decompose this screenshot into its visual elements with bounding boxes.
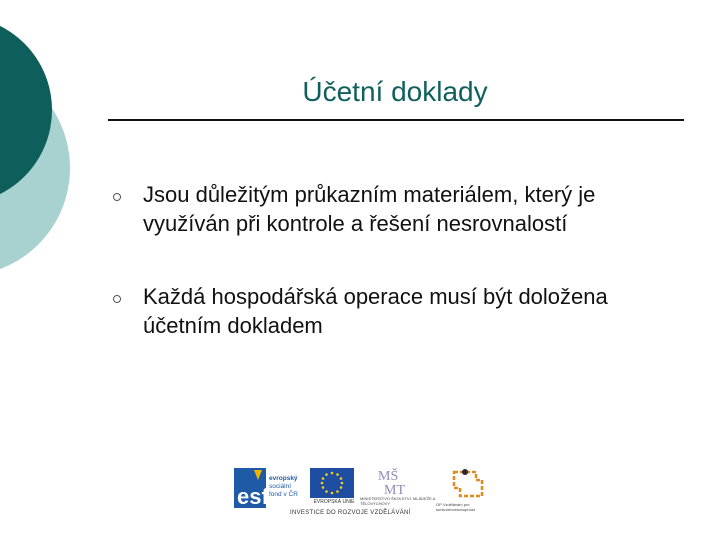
svg-text:esf: esf <box>237 484 269 508</box>
svg-text:fond v ČR: fond v ČR <box>269 491 298 498</box>
bullet-text: Každá hospodářská operace musí být doložena účetním dokladem <box>143 284 608 338</box>
bullet-item <box>113 282 673 340</box>
svg-text:MT: MT <box>384 483 405 496</box>
msmt-logo <box>368 466 428 496</box>
slide-title: Účetní doklady <box>302 76 488 107</box>
svg-text:evropský: evropský <box>269 475 298 482</box>
eu-caption: EVROPSKÁ UNIE <box>313 499 355 505</box>
msmt-caption: MINISTERSTVO ŠKOLSTVÍ, MLÁDEŽE A TĚLOVÝCHOVY <box>360 496 436 506</box>
decorative-circles <box>0 0 120 300</box>
svg-text:MŠ: MŠ <box>378 469 399 484</box>
bullet-circle-icon <box>113 295 121 303</box>
bullet-list <box>113 180 673 384</box>
bullet-circle-icon <box>113 193 121 201</box>
op-vk-logo <box>440 466 490 502</box>
funding-slogan: INVESTICE DO ROZVOJE VZDĚLÁVÁNÍ <box>290 510 411 516</box>
esf-logo <box>234 468 304 508</box>
op-caption: OP Vzdělávání pro konkurenceschopnost <box>436 502 475 512</box>
svg-text:sociální: sociální <box>269 483 292 490</box>
funding-logos <box>230 464 500 524</box>
title-divider <box>108 119 684 121</box>
bullet-text: Jsou důležitým průkazním materiálem, který je využíván při kontrole a řešení nesrovnalostí <box>143 182 596 236</box>
bullet-item <box>113 180 673 238</box>
eu-flag-logo <box>310 468 354 498</box>
